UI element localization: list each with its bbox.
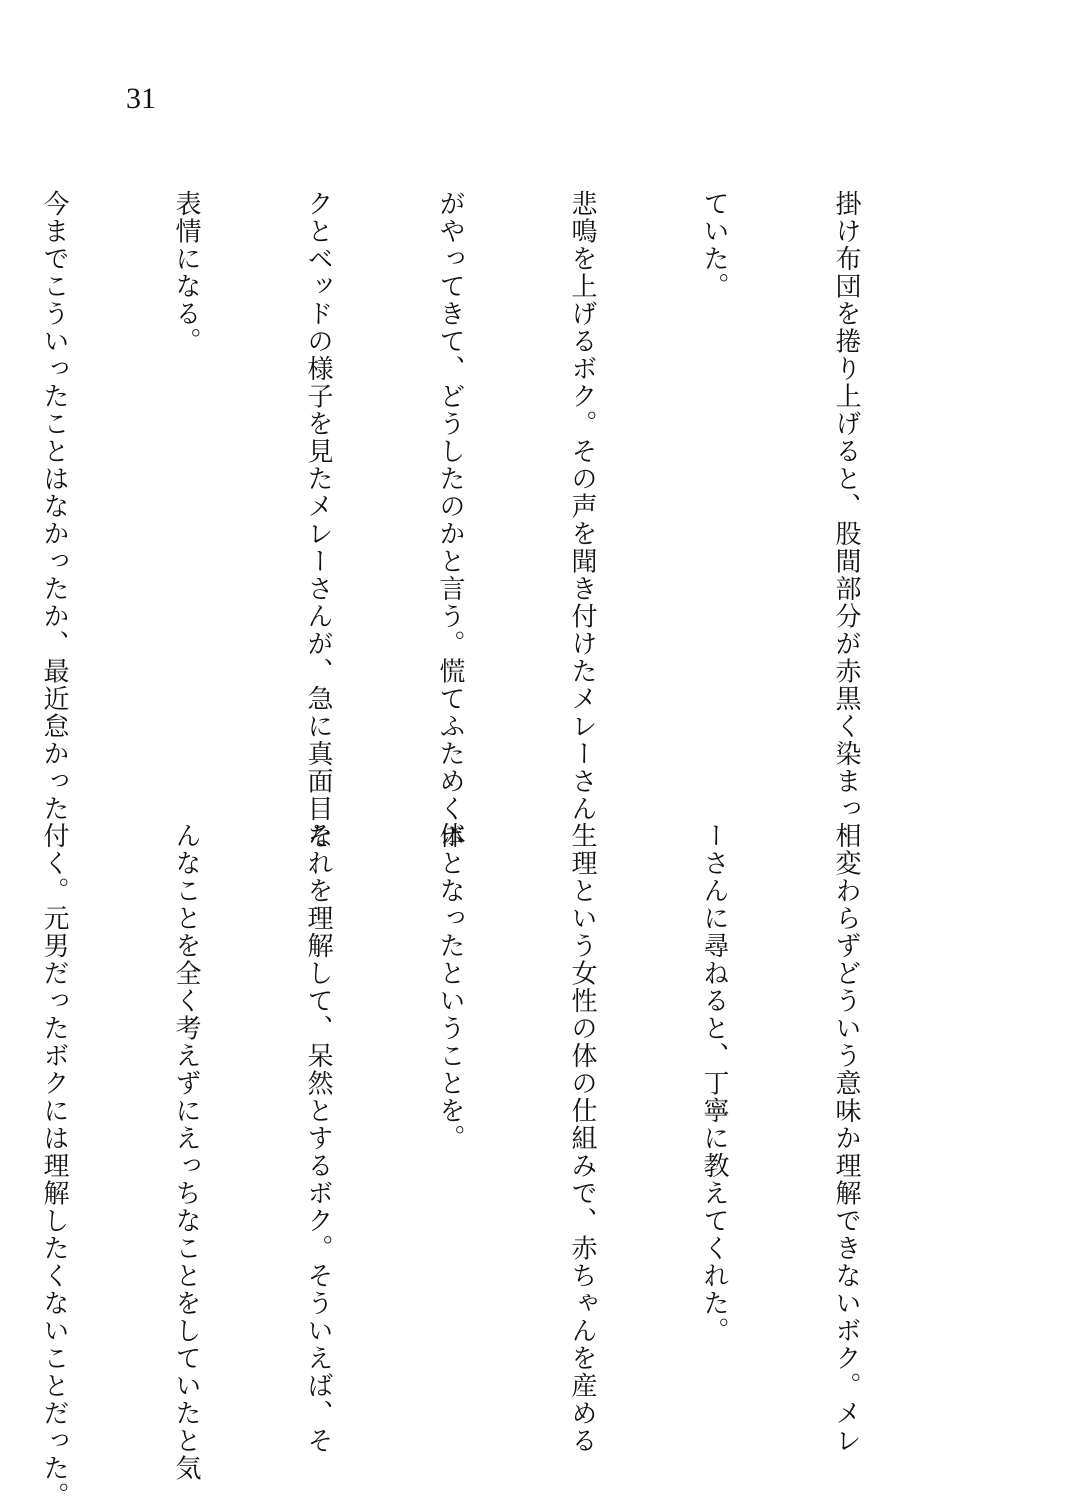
text-line: 体となったということを。 xyxy=(435,822,465,1152)
text-line: 掛け布団を捲り上げると、股間部分が赤黒く染まっ xyxy=(831,190,861,823)
text-line: 相変わらずどういう意味か理解できないボク。メレ xyxy=(831,822,861,1455)
text-line: 生理という女性の体の仕組みで、赤ちゃんを産める xyxy=(567,822,597,1455)
text-block-bottom xyxy=(0,822,956,1510)
text-line: ていた。 xyxy=(699,190,729,300)
text-block-top xyxy=(0,190,956,850)
text-line: それを理解して、呆然とするボク。そういえば、そ xyxy=(303,822,333,1455)
text-line: クとベッドの様子を見たメレーさんが、急に真面目な xyxy=(303,190,333,850)
text-line: 今までこういったことはなかったか、最近怠かった xyxy=(39,190,69,823)
text-line: ーさんに尋ねると、丁寧に教えてくれた。 xyxy=(699,822,729,1345)
text-line: がやってきて、どうしたのかと言う。慌てふためくボ xyxy=(435,190,465,850)
text-line: 悲鳴を上げるボク。その声を聞き付けたメレーさん xyxy=(567,190,597,823)
text-line: 付く。元男だったボクには理解したくないことだった。 xyxy=(39,822,69,1510)
page-number: 31 xyxy=(126,82,156,115)
text-line: んなことを全く考えずにえっちなことをしていたと気 xyxy=(171,822,201,1482)
text-line: 表情になる。 xyxy=(171,190,201,355)
